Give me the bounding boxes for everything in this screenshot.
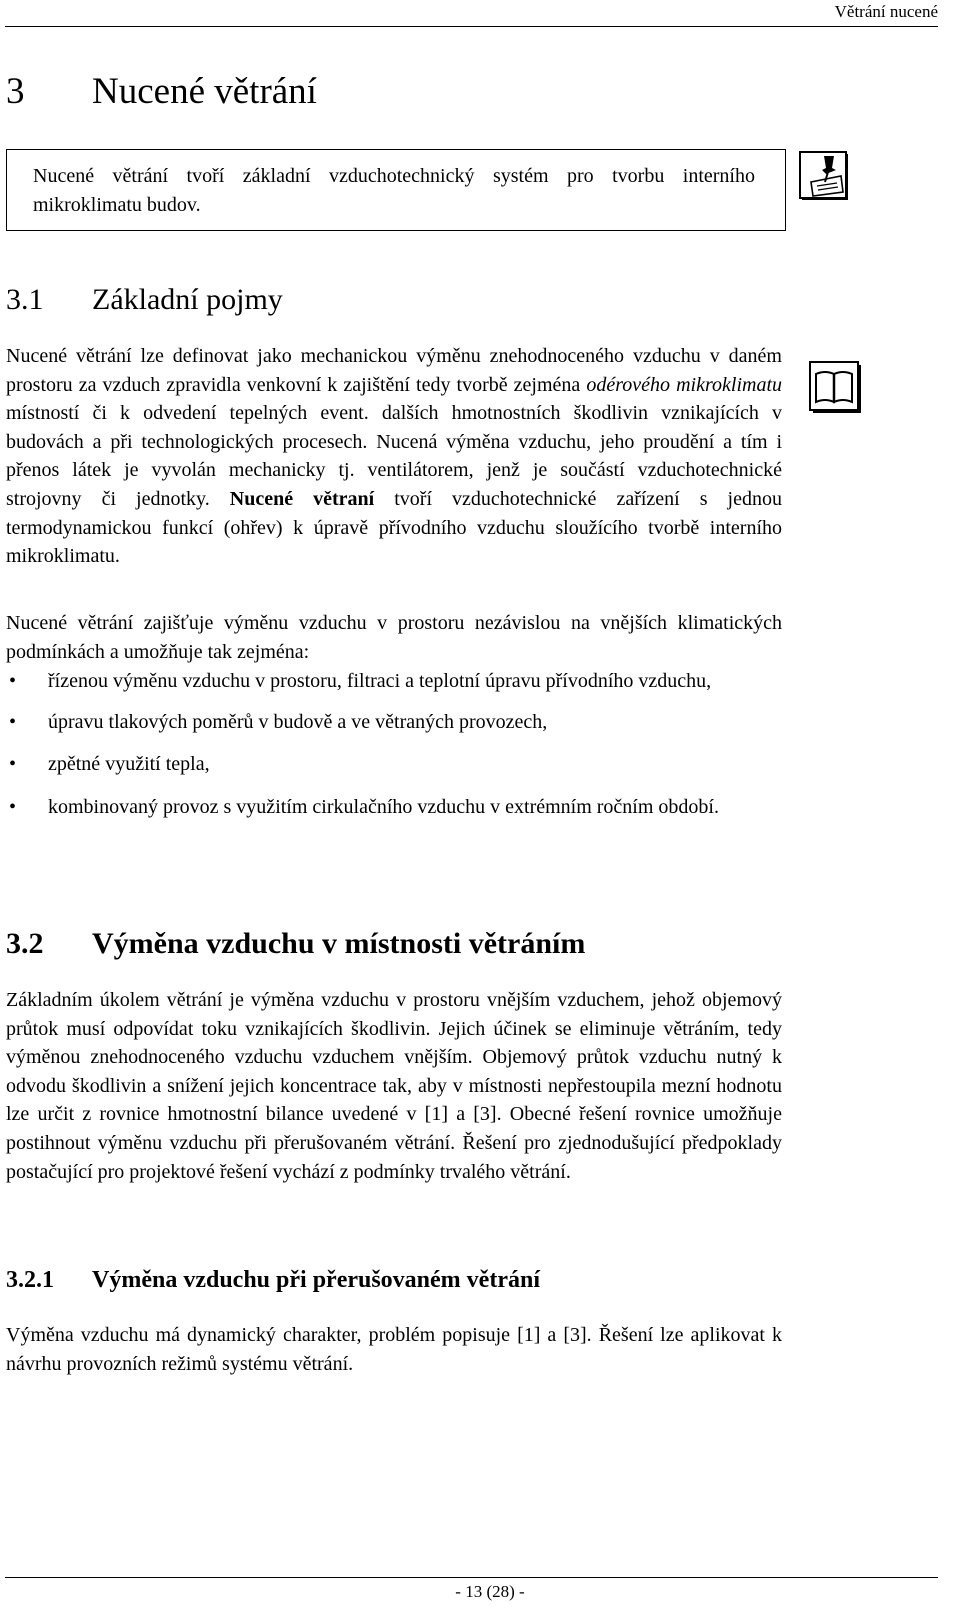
open-book-icon [808,360,864,416]
bullet-icon: • [9,710,17,733]
chapter-title: Nucené větrání [92,71,317,112]
page-number: - 13 (28) - [455,1582,525,1601]
summary-box [6,149,786,231]
summary-text: Nucené větrání tvoří základní vzduchotechnický systém pro tvorbu interního mikroklimatu budov. [33,165,755,216]
section-title: Výměna vzduchu při přerušovaném větrání [92,1267,540,1293]
bold-term: Nucené větraní [229,487,375,510]
italic-term: odérového mikroklimatu [586,373,782,396]
section-title: Výměna vzduchu v místnosti větráním [92,927,586,960]
section-3-1-paragraph-2: Nucené větrání zajišťuje výměnu vzduchu v prostoru nezávislou na vnějších klimatických podmínkách a umožňuje tak zejména: [6,612,782,663]
section-number: 3.2 [6,927,44,960]
section-3-2-paragraph-1: Základním úkolem větrání je výměna vzduchu v prostoru vnějším vzduchem, jehož objemový průtok musí odpovídat toku vznikajících škodlivin. Jejich účinek se eliminuje větráním, tedy výměnou znehodnoceného vzduchu vzduchem vnějším. Objemový průtok vzduchu nutný k odvodu škodlivin a snížení jejich koncentrace tak, aby v místnosti nepřestoupila mezní hodnotu lze určit z rovnice hmotnostní bilance uvedené v [1] a [3]. Obecné řešení rovnice umožňuje postihnout výměnu vzduchu při přerušovaném větrání. Řešení pro zjednodušující předpoklady postačující pro projektové řešení vychází z podmínky trvalého větrání. [6,989,782,1183]
list-item [6,708,782,737]
list-item [6,667,782,696]
section-3-1-paragraph-1 [6,342,782,571]
list-item [6,750,782,779]
list-item-text: kombinovaný provoz s využitím cirkulačního vzduchu v extrémním ročním období. [48,795,719,818]
section-heading-3-1 [6,280,283,320]
header-divider [5,26,938,27]
list-item-text: úpravu tlakových poměrů v budově a ve větraných provozech, [48,710,548,733]
bullet-icon: • [9,753,17,776]
bullet-icon: • [9,795,17,818]
list-item-text: řízenou výměnu vzduchu v prostoru, filtraci a teplotní úpravu přívodního vzduchu, [48,670,712,692]
chapter-heading [6,68,317,116]
section-number: 3.2.1 [6,1267,54,1293]
paragraph-text: místností či k odvedení tepelných event. dalších hmotnostních škodlivin vznikajících v budovách a při technologických procesech. Nucená výměna vzduchu, jeho proudění a tím i přenos látek je vyvolán mechanicky tj. ventilátorem, jenž je součástí vzduchotechnické strojovny či jednotky. [6,402,782,510]
pushpin-note-icon [797,148,853,204]
paragraph-text: tvoří vzduchotechnické zařízení s jednou termodynamickou funkcí (ohřev) k úpravě přívodního vzduchu sloužícího tvorbě interního mikroklimatu. [6,487,782,568]
bullet-icon: • [9,670,17,692]
section-title: Základní pojmy [92,283,283,316]
section-heading-3-2 [6,924,585,964]
list-item [6,793,782,822]
section-3-2-1-paragraph-1: Výměna vzduchu má dynamický charakter, problém popisuje [1] a [3]. Řešení lze aplikovat k návrhu provozních režimů systému větrání. [6,1324,782,1375]
paragraph-text: Nucené větrání lze definovat jako mechanickou výměnu znehodnoceného vzduchu v daném prostoru za vzduch zpravidla venkovní k zajištění tedy tvorbě zejména [6,345,782,396]
chapter-number: 3 [6,71,25,112]
running-header: Větrání nucené [834,2,938,21]
section-number: 3.1 [6,283,44,316]
list-item-text: zpětné využití tepla, [48,753,210,776]
section-heading-3-2-1 [6,1264,540,1296]
footer-divider [5,1577,938,1578]
feature-bullet-list [6,667,782,821]
